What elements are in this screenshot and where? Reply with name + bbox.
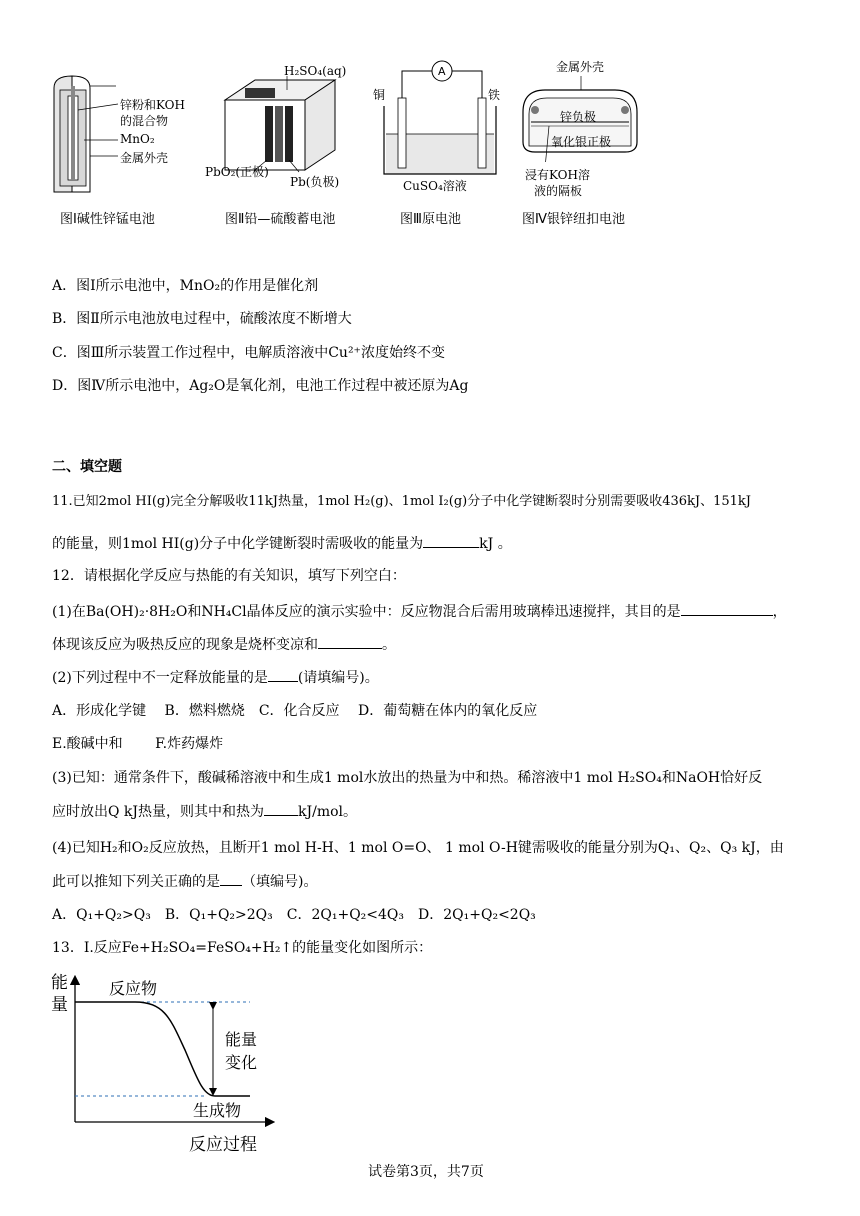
fig1-label-mixture: 的混合物: [120, 114, 169, 128]
figure-3-galvanic-cell: [370, 58, 510, 188]
fig2-label-h2so4: H₂SO₄(aq): [284, 64, 347, 78]
q12-part1-line2-text: 体现该反应为吸热反应的现象是烧杯变凉和: [52, 637, 318, 653]
figure-1-caption: 图Ⅰ碱性锌锰电池: [60, 212, 155, 227]
q12-part3-blank[interactable]: [264, 801, 298, 816]
q12-part1-blank-2[interactable]: [318, 634, 382, 649]
fig3-label-cuso4: CuSO₄溶液: [403, 179, 467, 193]
q10-option-b: B．图Ⅱ所示电池放电过程中，硫酸浓度不断增大: [52, 311, 352, 327]
q12-part2-text: (2)下列过程中不一定释放能量的是: [52, 670, 268, 686]
fig4-label-separator-1: 浸有KOH溶: [525, 168, 590, 182]
energy-change-label-2: 变化: [225, 1053, 258, 1072]
q10-option-a: A．图Ⅰ所示电池中，MnO₂的作用是催化剂: [52, 278, 319, 294]
fig1-label-shell: 金属外壳: [120, 151, 169, 165]
fig2-label-pbo2: PbO₂(正极): [205, 165, 269, 179]
q12-part2-options-2: E.酸碱中和 F.炸药爆炸: [52, 736, 224, 752]
y-axis-label-1: 能: [51, 973, 68, 993]
q12-part4-blank[interactable]: [220, 871, 242, 886]
q12-part1-comma: ，: [772, 604, 787, 620]
q12-part2: [52, 667, 379, 688]
energy-diagram: [45, 970, 285, 1160]
q12-part1-line1: [52, 601, 787, 622]
q12-part3-text: 应时放出Q kJ热量，则其中和热为: [52, 804, 265, 820]
x-axis-label: 反应过程: [189, 1135, 257, 1155]
q13-intro: 13．I.反应Fe+H₂SO₄=FeSO₄+H₂↑的能量变化如图所示：: [52, 940, 433, 956]
fig2-label-pb: Pb(负极): [290, 175, 340, 189]
fig1-label-mno2: MnO₂: [120, 132, 155, 146]
figure-4-caption: 图Ⅳ银锌纽扣电池: [522, 212, 625, 227]
q12-part1-text: (1)在Ba(OH)₂·8H₂O和NH₄Cl晶体反应的演示实验中：反应物混合后需用玻璃棒迅速搅拌，其目的是: [52, 604, 681, 620]
q11-answer-blank[interactable]: [423, 533, 479, 548]
fig4-label-shell: 金属外壳: [556, 60, 605, 74]
q12-part4-line2: [52, 871, 317, 892]
q11-line-2-text: 的能量，则1mol HI(g)分子中化学键断裂时需吸收的能量为: [52, 536, 424, 552]
y-axis-label-2: 量: [51, 995, 68, 1015]
q12-part3-line1: (3)已知：通常条件下，酸碱稀溶液中和生成1 mol水放出的热量为中和热。稀溶液中1 mol H₂SO₄和NaOH恰好反: [52, 770, 763, 786]
q12-part3-line2: [52, 801, 357, 822]
q11-line-1: 11.已知2mol HI(g)完全分解吸收11kJ热量，1mol H₂(g)、1mol I₂(g)分子中化学键断裂时分别需要吸收436kJ、151kJ: [52, 494, 752, 509]
q12-part2-end: (请填编号)。: [297, 670, 379, 686]
page-footer: 试卷第3页，共7页: [368, 1164, 484, 1180]
q12-part4-options: A．Q₁+Q₂>Q₃ B．Q₁+Q₂>2Q₃ C．2Q₁+Q₂<4Q₃ D．2Q₁+Q₂<2Q₃: [52, 907, 536, 923]
figure-3-caption: 图Ⅲ原电池: [400, 212, 461, 227]
q11-line-2: [52, 533, 512, 554]
q12-part4-line1: (4)已知H₂和O₂反应放热，且断开1 mol H-H、1 mol O=O、 1 mol O-H键需吸收的能量分别为Q₁、Q₂、Q₃ kJ，由: [52, 840, 784, 856]
figure-1-alkaline-battery: [40, 60, 210, 200]
q12-part2-options-1: A．形成化学键 B．燃料燃烧 C．化合反应 D．葡萄糖在体内的氧化反应: [52, 703, 538, 719]
figure-2-caption: 图Ⅱ铅—硫酸蓄电池: [225, 212, 336, 227]
energy-change-label-1: 能量: [225, 1030, 258, 1049]
reactant-label: 反应物: [109, 979, 158, 998]
fig3-label-iron: 铁: [488, 88, 501, 102]
fig4-label-silver-cathode: 氧化银正极: [551, 135, 612, 149]
q12-part3-unit: kJ/mol。: [298, 804, 358, 820]
fig3-label-copper: 铜: [373, 88, 386, 102]
section-title: 二、填空题: [52, 459, 122, 475]
q12-part4-text: 此可以推知下列关正确的是: [52, 874, 220, 890]
q11-line-2-unit: kJ 。: [479, 536, 512, 552]
fig4-label-separator-2: 液的隔板: [534, 184, 583, 198]
fig1-label-zinc-koh: 锌粉和KOH: [120, 98, 185, 112]
fig3-meter-letter: A: [438, 65, 446, 78]
q12-part4-end: （填编号)。: [242, 874, 318, 890]
q10-option-d: D．图Ⅳ所示电池中，Ag₂O是氧化剂，电池工作过程中被还原为Ag: [52, 378, 469, 394]
q12-part2-blank[interactable]: [268, 667, 298, 682]
fig4-label-zinc-anode: 锌负极: [560, 110, 597, 124]
q12-part1-line2: [52, 634, 396, 655]
q12-part1-blank-1[interactable]: [681, 601, 773, 616]
q12-part1-line2-end: 。: [382, 637, 396, 653]
q12-intro: 12．请根据化学反应与热能的有关知识，填写下列空白：: [52, 568, 406, 584]
product-label: 生成物: [193, 1101, 242, 1120]
q10-option-c: C．图Ⅲ所示装置工作过程中，电解质溶液中Cu²⁺浓度始终不变: [52, 345, 445, 361]
energy-curve: [75, 1002, 250, 1096]
